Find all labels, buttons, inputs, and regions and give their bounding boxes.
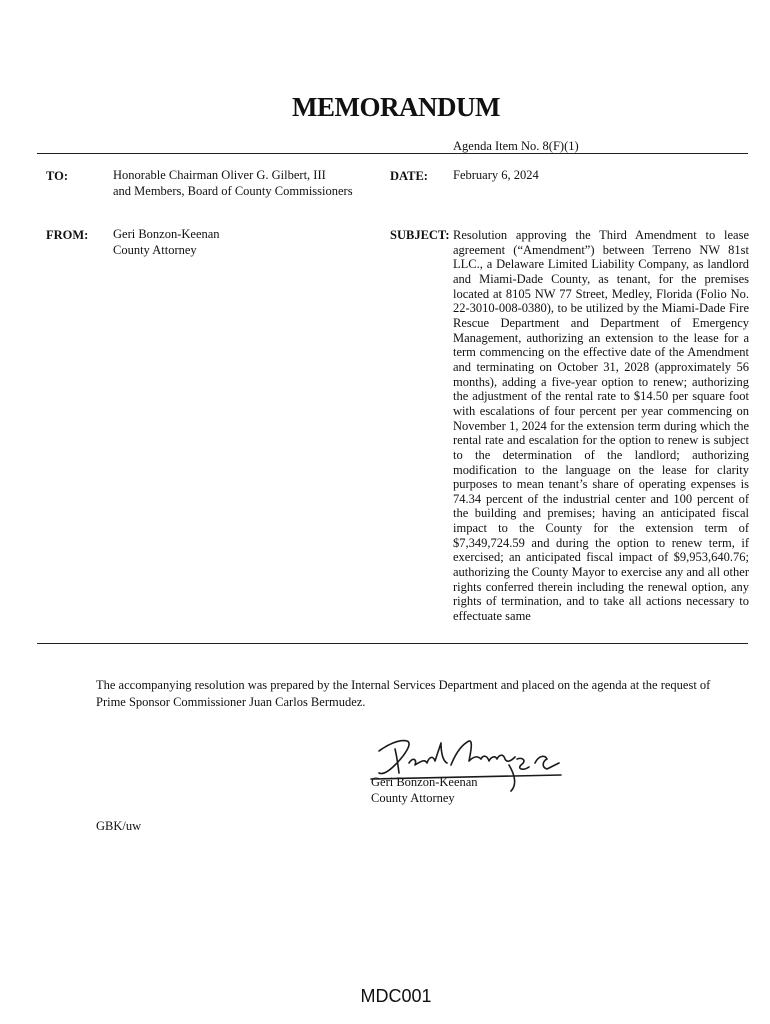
signatory-name: Geri Bonzon-Keenan (371, 775, 478, 789)
typist-initials: GBK/uw (96, 819, 142, 833)
subject-text: Resolution approving the Third Amendment to lease agreement (“Amendment”) between Terreno NW 81st LLC., a Delaware Limited Liability Company, as landlord and Miami-Dade County, as tenant, for the premises located at 8105 NW 77 Street, Medley, Florida (Folio No. 22-3010-008-0380), to be utilized by the Miami-Dade Fire Rescue Department and Department of Emergency Management, authorizing an extension to the lease for a term commencing on the effective date of the Amendment and terminating on October 31, 2028 (approximately 56 months), adding a five-year option to renew; authorizing the adjustment of the rental rate to $14.50 per square foot with escalations of four percent per year commencing on November 1, 2024 for the extension term during which the rental rate and escalation for the option to renew is subject to the determination of the landlord; authorizing modification to the language on the lease for clarity purposes to mean tenant’s share of operating expenses is 74.34 percent of the industrial center and 100 percent of the building and premises; having an anticipated fiscal impact to the County for the extension term of $7,349,724.59 and during the option to renew term, if exercised; an anticipated fiscal impact of $9,953,640.76; authorizing the County Mayor to exercise any and all other rights conferred therein including the renewal option, any rights of termination, and to take all actions necessary to effectuate same (453, 228, 749, 624)
date-value: February 6, 2024 (453, 168, 539, 182)
agenda-item-number: Agenda Item No. 8(F)(1) (453, 139, 579, 153)
header-top-rule (37, 153, 748, 154)
date-label: DATE: (390, 169, 428, 183)
from-label: FROM: (46, 228, 89, 242)
page-code: MDC001 (360, 986, 432, 1006)
to-label: TO: (46, 169, 68, 183)
signature-block (371, 775, 478, 806)
signatory-title: County Attorney (371, 790, 455, 805)
from-sender (113, 227, 220, 258)
body-paragraph: The accompanying resolution was prepared by the Internal Services Department and placed on the agenda at the request of Prime Sponsor Commissioner Juan Carlos Bermudez. (96, 678, 711, 709)
from-line-2: County Attorney (113, 242, 197, 257)
from-line-1: Geri Bonzon-Keenan (113, 227, 220, 241)
to-recipient (113, 168, 353, 199)
to-line-1: Honorable Chairman Oliver G. Gilbert, III (113, 168, 326, 182)
to-line-2: and Members, Board of County Commissioners (113, 183, 353, 198)
subject-label: SUBJECT: (390, 228, 450, 242)
header-bottom-rule (37, 643, 748, 644)
memo-title: MEMORANDUM (292, 92, 500, 122)
